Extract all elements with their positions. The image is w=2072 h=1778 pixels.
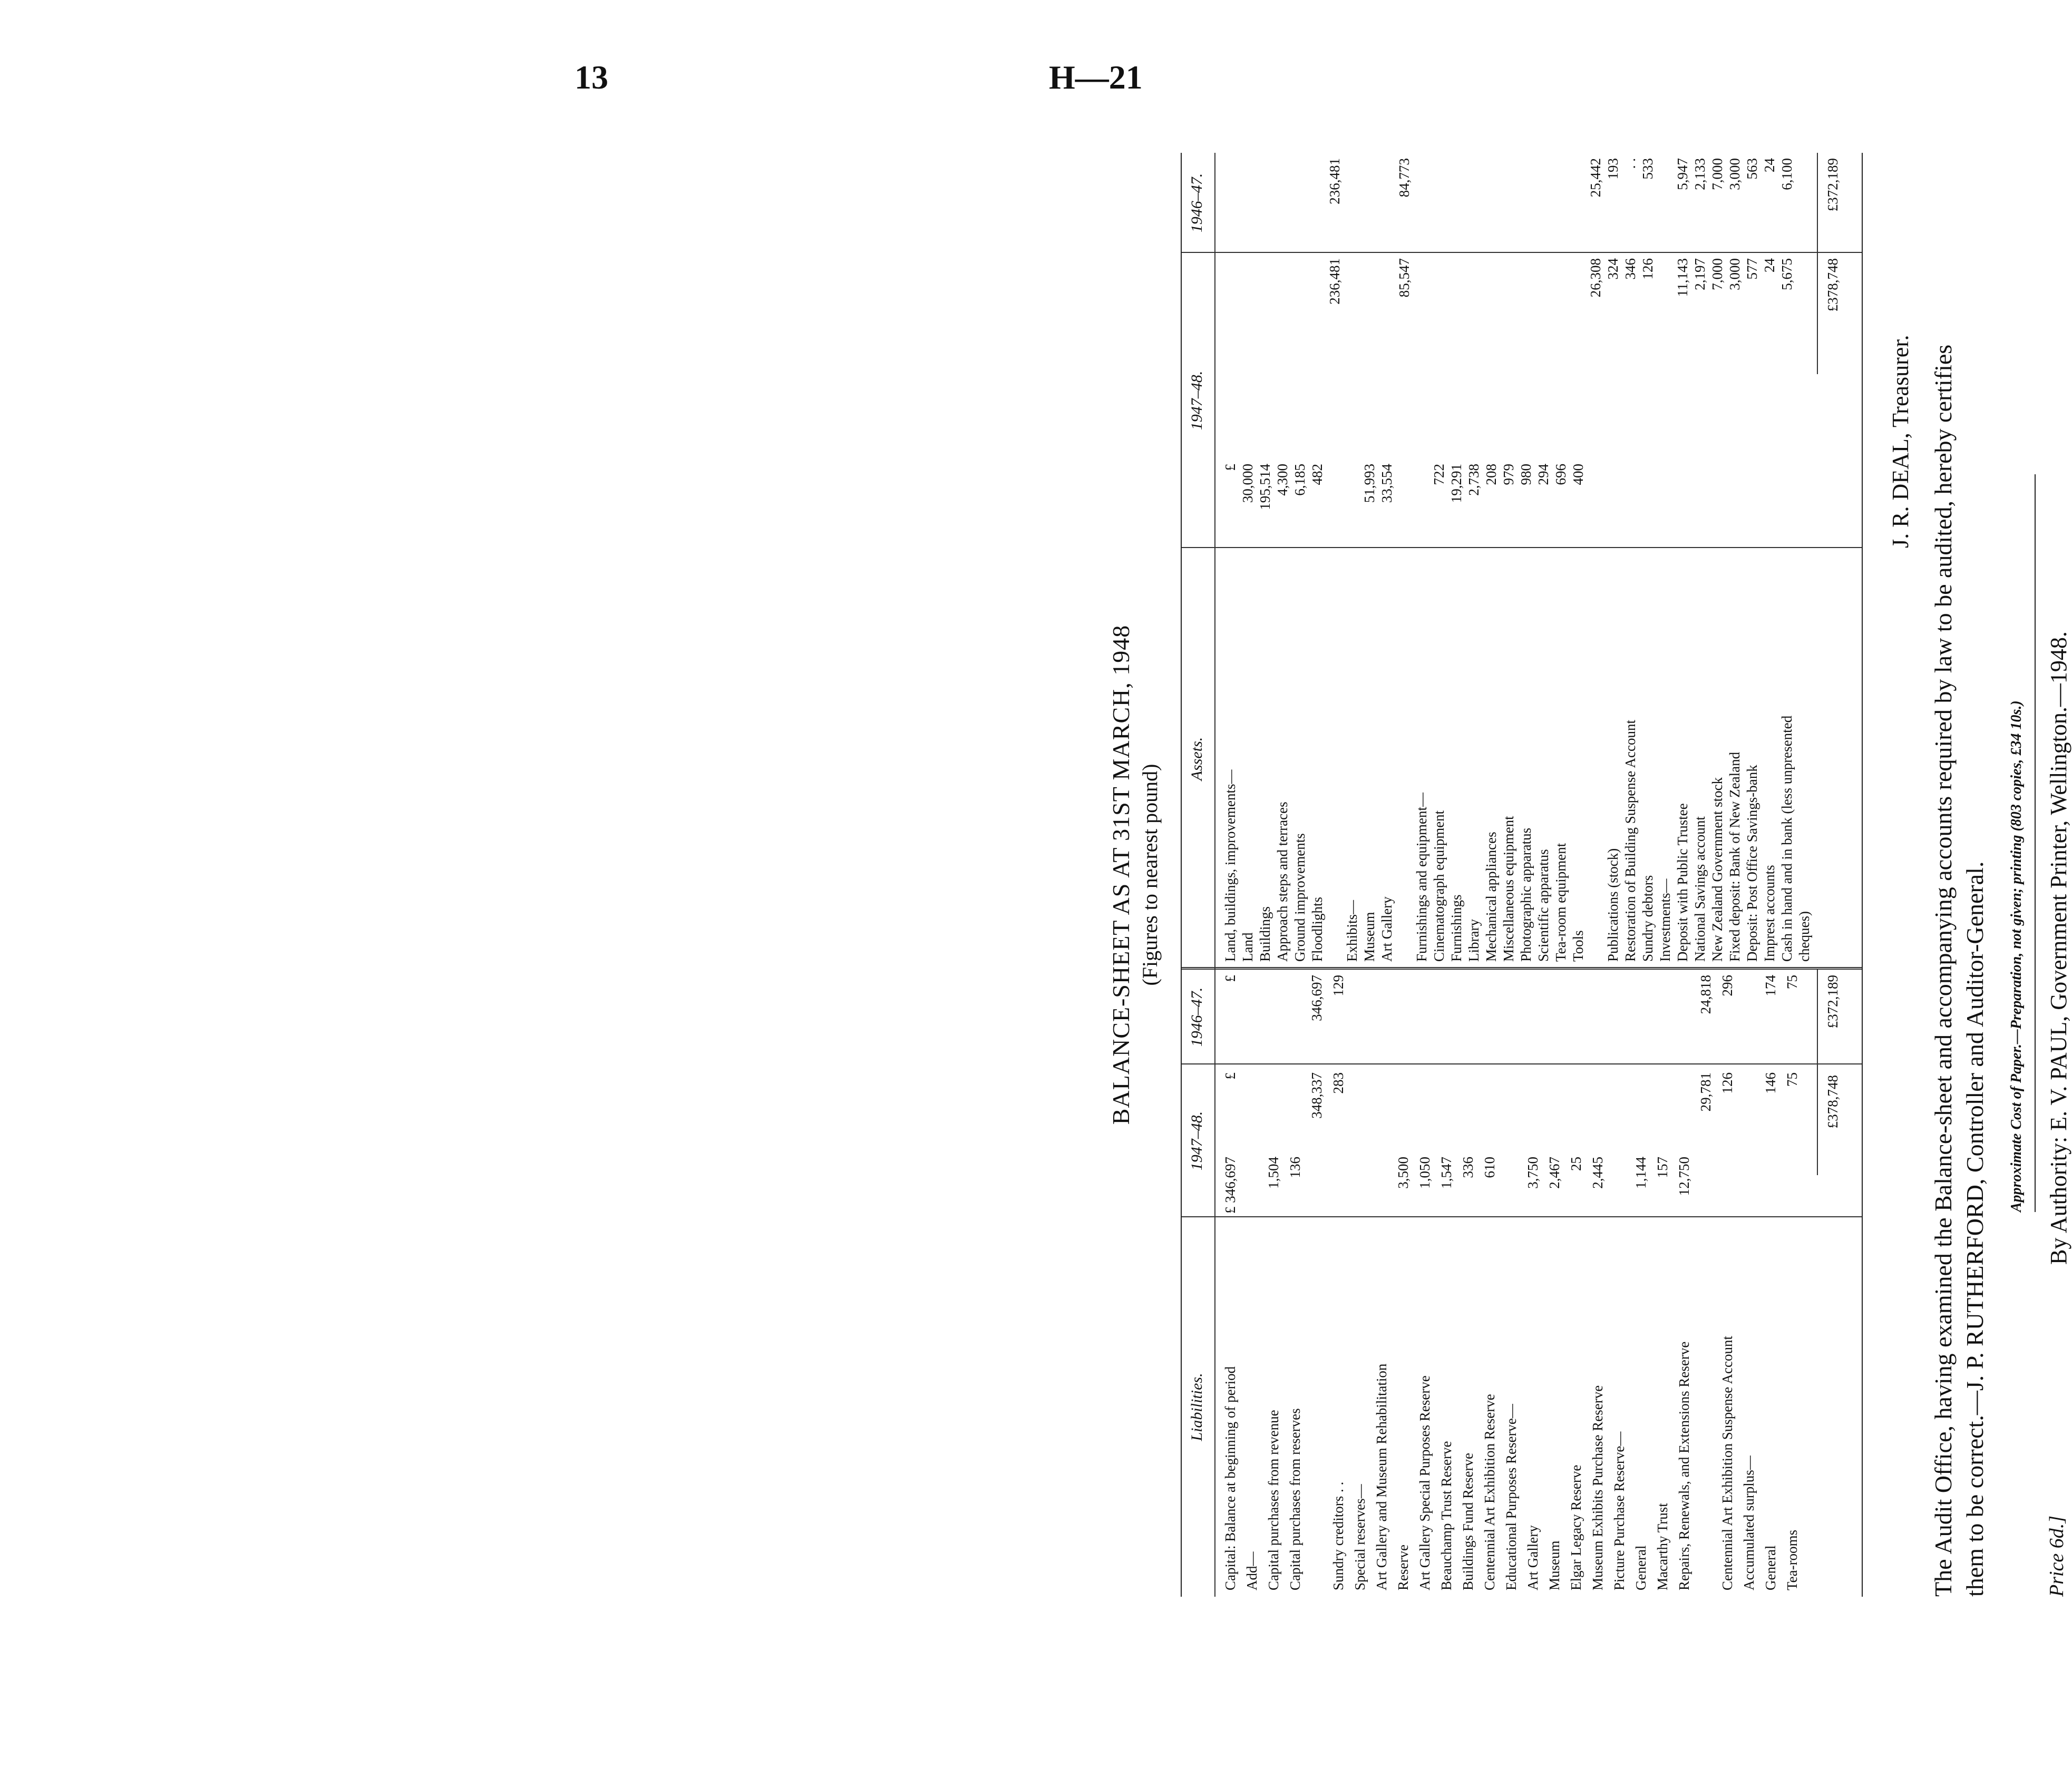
amount-inner: 482 — [1309, 464, 1325, 485]
amount-col2: . . — [1622, 158, 1638, 169]
amount-inner: 136 — [1287, 1157, 1303, 1178]
liability-label: Capital: Balance at beginning of period — [1222, 1366, 1238, 1590]
amount-col2: 5,947 — [1675, 158, 1690, 190]
center-double-rule — [1182, 967, 1862, 970]
liability-label: Buildings Fund Reserve — [1460, 1453, 1476, 1590]
document-reference: H—21 — [1049, 58, 1143, 96]
amount-col2: 25,442 — [1588, 158, 1603, 198]
column-rule — [1182, 1216, 1862, 1217]
amount-col1: 126 — [1640, 258, 1656, 280]
amount-inner: 2,445 — [1590, 1157, 1606, 1189]
liability-label: Macarthy Trust — [1655, 1503, 1670, 1590]
liability-label: Accumulated surplus— — [1741, 1455, 1757, 1590]
asset-label: Investments— — [1657, 878, 1673, 962]
price: Price 6d.] — [2046, 1515, 2068, 1597]
asset-label: Floodlights — [1309, 896, 1325, 962]
treasurer-signature: J. R. DEAL, Treasurer. — [1888, 335, 1913, 548]
audit-certificate-line1: The Audit Office, having examined the Balance-sheet and accompanying accounts required by law to be audited, hereby certifies — [1930, 344, 1957, 1597]
asset-label: Imprest accounts — [1762, 865, 1777, 962]
asset-label: Furnishings — [1448, 894, 1464, 962]
amount-inner: 3,750 — [1525, 1157, 1541, 1189]
asset-1947-48-header: 1947–48. — [1188, 370, 1205, 431]
liab-1947-48-header: 1947–48. — [1188, 1111, 1205, 1171]
amount-inner: 336 — [1460, 1157, 1476, 1178]
amount-col2: 193 — [1605, 158, 1621, 180]
asset-label: Furnishings and equipment— — [1414, 793, 1429, 962]
amount-inner: 1,547 — [1438, 1157, 1454, 1189]
amount-col2: 7,000 — [1709, 158, 1725, 190]
amount-col1: 348,337 — [1309, 1072, 1325, 1119]
amount-col2: 129 — [1330, 975, 1346, 997]
amount-inner: £ 346,697 — [1222, 1157, 1238, 1214]
amount-inner: 980 — [1518, 464, 1534, 485]
amount-inner: 51,993 — [1361, 464, 1377, 503]
amount-col1: 75 — [1784, 1072, 1800, 1087]
liability-label: Elgar Legacy Reserve — [1568, 1464, 1584, 1590]
asset-label: Ground improvements — [1292, 833, 1308, 962]
amount-col1: 2,197 — [1692, 258, 1708, 290]
amount-inner: 30,000 — [1240, 464, 1256, 503]
liability-label: Tea-rooms — [1784, 1529, 1800, 1590]
amount-col1: 26,308 — [1588, 258, 1603, 298]
amount-col1: 5,675 — [1779, 258, 1795, 290]
liability-label: Centennial Art Exhibition Reserve — [1482, 1394, 1497, 1590]
liabilities-header: Liabilities. — [1188, 1373, 1205, 1441]
header-rule — [1214, 153, 1215, 1597]
asset-label: National Savings account — [1692, 816, 1708, 962]
asset-label: cheques) — [1796, 911, 1812, 962]
asset-label: Publications (stock) — [1605, 848, 1621, 962]
liability-label: Museum Exhibits Purchase Reserve — [1590, 1385, 1606, 1590]
liability-label: Art Gallery Special Purposes Reserve — [1417, 1375, 1433, 1590]
amount-col1: 236,481 — [1327, 258, 1343, 305]
amount-col2: 236,481 — [1327, 158, 1343, 204]
liability-label: Educational Purposes Reserve— — [1503, 1404, 1519, 1590]
amount-col1: 11,143 — [1675, 258, 1690, 297]
asset-label: Photographic apparatus — [1518, 827, 1534, 962]
printer-authority: By Authority: E. V. PAUL, Government Printer, Wellington.—1948. — [2046, 631, 2071, 1265]
amount-col1: 7,000 — [1709, 258, 1725, 290]
page-number: 13 — [575, 58, 608, 96]
amount-inner: 722 — [1431, 464, 1447, 485]
asset-label: Library — [1466, 919, 1482, 962]
authority-rule — [2035, 474, 2036, 1212]
amount-inner: 2,738 — [1466, 464, 1482, 496]
asset-total-rule — [1817, 153, 1818, 374]
amount-col2: 84,773 — [1396, 158, 1412, 198]
liability-label: Centennial Art Exhibition Suspense Account — [1719, 1336, 1735, 1590]
amount-col2: 6,100 — [1779, 158, 1795, 190]
rotated-balance-sheet — [1065, 137, 2071, 1613]
column-rule — [1182, 547, 1862, 548]
asset-label: Deposit with Public Trustee — [1675, 803, 1690, 962]
amount-col1: 24 — [1762, 258, 1777, 272]
asset-label: Miscellaneous equipment — [1501, 816, 1516, 962]
amount-col1: 283 — [1330, 1072, 1346, 1094]
amount-inner: £ — [1222, 464, 1238, 471]
cost-note: Approximate Cost of Paper.—Preparation, not given; printing (803 copies, £34 10s.) — [2008, 700, 2025, 1212]
liability-label: Beauchamp Trust Reserve — [1438, 1441, 1454, 1590]
amount-col2: 3,000 — [1727, 158, 1743, 190]
liability-label: Special reserves— — [1352, 1484, 1368, 1590]
asset-label: Art Gallery — [1379, 896, 1395, 962]
amount-inner: 294 — [1535, 464, 1551, 485]
amount-col2: 296 — [1719, 975, 1735, 997]
amount-inner: 157 — [1655, 1157, 1670, 1178]
amount-col2: 174 — [1763, 975, 1778, 997]
amount-inner: 33,554 — [1379, 464, 1395, 503]
amount-col2: 2,133 — [1692, 158, 1708, 190]
amount-col2: 346,697 — [1309, 975, 1325, 1021]
amount-col2: £ — [1222, 975, 1238, 982]
liab-1946-47-header: 1946–47. — [1188, 987, 1205, 1047]
amount-col2: 563 — [1744, 158, 1760, 180]
asset-label: Fixed deposit: Bank of New Zealand — [1727, 751, 1743, 962]
amount-inner: 400 — [1570, 464, 1586, 485]
asset-label: Cash in hand and in bank (less unpresented — [1779, 715, 1795, 962]
asset-label: Tools — [1570, 930, 1586, 962]
asset-label: Exhibits— — [1344, 900, 1360, 962]
asset-label: Cinematograph equipment — [1431, 810, 1447, 962]
amount-inner: 19,291 — [1448, 464, 1464, 503]
asset-label: New Zealand Government stock — [1709, 777, 1725, 962]
asset-label: Tea-room equipment — [1553, 843, 1569, 962]
liability-label: Museum — [1546, 1540, 1562, 1590]
liab-total-1946-47: £372,189 — [1825, 975, 1841, 1029]
amount-inner: 4,300 — [1275, 464, 1290, 496]
column-rule — [1182, 1063, 1862, 1064]
liability-label: Reserve — [1395, 1545, 1411, 1590]
asset-total-1947-48: £378,748 — [1825, 258, 1841, 312]
asset-label: Sundry debtors — [1640, 875, 1656, 962]
asset-label: Buildings — [1257, 906, 1273, 962]
amount-col1: 146 — [1763, 1072, 1778, 1094]
asset-label: Land — [1240, 932, 1256, 962]
liability-label: Picture Purchase Reserve— — [1611, 1431, 1627, 1590]
amount-col2: 24 — [1762, 158, 1777, 172]
liability-label: Sundry creditors . . — [1330, 1481, 1346, 1590]
liability-label: General — [1633, 1545, 1649, 1590]
amount-inner: 2,467 — [1546, 1157, 1562, 1189]
liability-label: Art Gallery — [1525, 1525, 1541, 1590]
audit-certificate-line2: them to be correct.—J. P. RUTHERFORD, Controller and Auditor-General. — [1961, 861, 1988, 1597]
assets-header: Assets. — [1188, 737, 1205, 781]
amount-col1: 346 — [1622, 258, 1638, 280]
balance-sheet-table — [1181, 153, 1863, 1597]
amount-col1: 126 — [1719, 1072, 1735, 1094]
balance-sheet-title: BALANCE-SHEET AS AT 31ST MARCH, 1948 — [1107, 624, 1134, 1125]
amount-col1: £ — [1222, 1072, 1238, 1080]
liab-total-rule — [1817, 970, 1818, 1175]
amount-col1: 324 — [1605, 258, 1621, 280]
liability-label: Repairs, Renewals, and Extensions Reserve — [1676, 1341, 1692, 1590]
balance-sheet-subtitle: (Figures to nearest pound) — [1138, 764, 1162, 986]
asset-label: Scientific apparatus — [1535, 849, 1551, 962]
asset-label: Land, buildings, improvements— — [1222, 769, 1238, 962]
liability-label: Capital purchases from reserves — [1287, 1408, 1303, 1590]
asset-1946-47-header: 1946–47. — [1188, 173, 1205, 233]
asset-label: Mechanical appliances — [1483, 832, 1499, 962]
amount-col2: 533 — [1640, 158, 1656, 180]
amount-inner: 12,750 — [1676, 1157, 1692, 1196]
asset-label: Deposit: Post Office Savings-bank — [1744, 765, 1760, 962]
amount-inner: 25 — [1568, 1157, 1584, 1171]
asset-total-1946-47: £372,189 — [1825, 158, 1841, 212]
amount-inner: 3,500 — [1395, 1157, 1411, 1189]
amount-col1: 577 — [1744, 258, 1760, 280]
amount-inner: 195,514 — [1257, 464, 1273, 510]
liability-label: Art Gallery and Museum Rehabilitation — [1374, 1363, 1389, 1590]
asset-label: Restoration of Building Suspense Account — [1622, 720, 1638, 962]
liab-total-1947-48: £378,748 — [1825, 1075, 1841, 1129]
amount-inner: 1,050 — [1417, 1157, 1433, 1189]
amount-inner: 208 — [1483, 464, 1499, 485]
asset-label: Approach steps and terraces — [1275, 802, 1290, 962]
column-rule — [1182, 252, 1862, 253]
amount-inner: 1,504 — [1266, 1157, 1281, 1189]
amount-col1: 3,000 — [1727, 258, 1743, 290]
amount-col1: 29,781 — [1698, 1072, 1714, 1112]
liability-label: General — [1763, 1545, 1778, 1590]
amount-inner: 610 — [1482, 1157, 1497, 1178]
amount-inner: 979 — [1501, 464, 1516, 485]
amount-col2: 75 — [1784, 975, 1800, 989]
asset-label: Museum — [1361, 912, 1377, 962]
liability-label: Capital purchases from revenue — [1266, 1410, 1281, 1590]
amount-col2: 24,818 — [1698, 975, 1714, 1014]
amount-inner: 696 — [1553, 464, 1569, 485]
amount-inner: 6,185 — [1292, 464, 1308, 496]
liability-label: Add— — [1244, 1551, 1260, 1590]
amount-col1: 85,547 — [1396, 258, 1412, 298]
amount-inner: 1,144 — [1633, 1157, 1649, 1189]
